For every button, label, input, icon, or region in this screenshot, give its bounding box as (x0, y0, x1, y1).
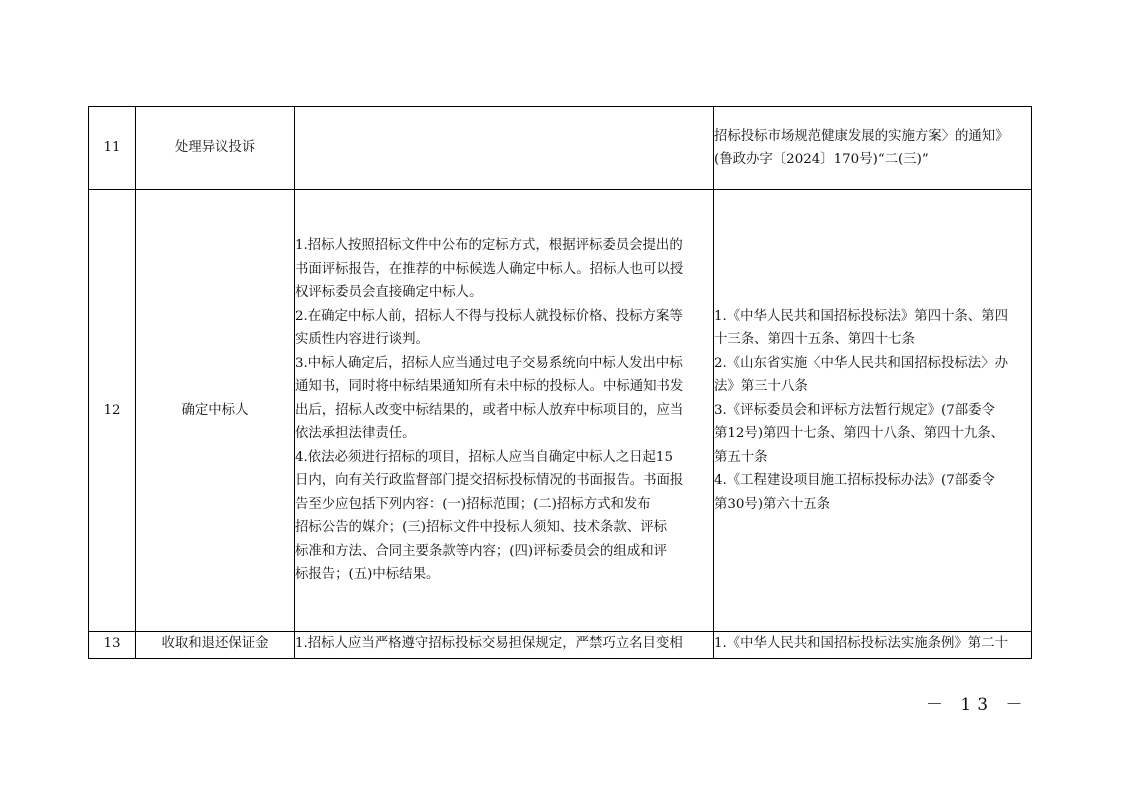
content-line: 通知书，同时将中标结果通知所有未中标的投标人。中标通知书发 (295, 379, 684, 395)
basis-line: 第30号)第六十五条 (714, 496, 830, 512)
item-name (136, 632, 295, 659)
content-line: 依法承担法律责任。 (295, 426, 416, 442)
content-line: 2.在确定中标人前，招标人不得与投标人就投标价格、投标方案等 (295, 308, 683, 324)
basis-line: 招标投标市场规范健康发展的实施方案〉的通知》 (714, 128, 1009, 144)
basis-line: 2.《山东省实施〈中华人民共和国招标投标法〉办 (714, 355, 1008, 371)
content-line: 权评标委员会直接确定中标人。 (295, 285, 483, 301)
content-line: 告至少应包括下列内容：(一)招标范围；(二)招标方式和发布 (295, 496, 651, 512)
table-row (89, 190, 1032, 632)
item-name-text: 收取和退还保证金 (161, 636, 269, 651)
item-name: 处理异议投诉 (136, 107, 295, 190)
basis-line: 1.《中华人民共和国招标投标法实施条例》第二十 (714, 636, 1008, 651)
content-line: 标准和方法、合同主要条款等内容；(四)评标委员会的组成和评 (295, 543, 667, 559)
item-content (295, 190, 714, 632)
page-number: － 13 － (926, 695, 1029, 715)
legal-basis (714, 190, 1032, 632)
content-line: 4.依法必须进行招标的项目，招标人应当自确定中标人之日起15 (295, 449, 673, 465)
content-line: 1.招标人按照招标文件中公布的定标方式，根据评标委员会提出的 (295, 238, 683, 254)
content-line: 实质性内容进行谈判。 (295, 332, 429, 348)
regulation-table (88, 106, 1032, 659)
row-number: 11 (89, 107, 136, 190)
table-row (89, 107, 1032, 190)
basis-line: 第五十条 (714, 449, 768, 465)
table-row (89, 632, 1032, 659)
content-line: 招标公告的媒介；(三)招标文件中投标人须知、技术条款、评标 (295, 520, 667, 536)
legal-basis (714, 107, 1032, 190)
item-name: 确定中标人 (136, 190, 295, 632)
basis-line: 第12号)第四十七条、第四十八条、第四十九条、 (714, 426, 1005, 442)
content-line: 日内，向有关行政监督部门提交招标投标情况的书面报告。书面报 (295, 473, 684, 489)
basis-line: 十三条、第四十五条、第四十七条 (714, 332, 915, 348)
basis-line: (鲁政办字〔2024〕170号)“二(三)” (714, 152, 929, 167)
row-number: 12 (89, 190, 136, 632)
legal-basis (714, 632, 1032, 659)
item-content (295, 107, 714, 190)
content-line: 1.招标人应当严格遵守招标投标交易担保规定，严禁巧立名目变相 (295, 636, 683, 651)
content-line: 标报告；(五)中标结果。 (295, 567, 440, 583)
row-number-text: 13 (103, 636, 121, 651)
content-line: 书面评标报告，在推荐的中标候选人确定中标人。招标人也可以授 (295, 261, 684, 277)
basis-line: 4.《工程建设项目施工招标投标办法》(7部委令 (714, 473, 995, 489)
row-number (89, 632, 136, 659)
basis-line: 3.《评标委员会和评标方法暂行规定》(7部委令 (714, 402, 995, 418)
content-line: 3.中标人确定后，招标人应当通过电子交易系统向中标人发出中标 (295, 355, 683, 371)
basis-line: 法》第三十八条 (714, 379, 808, 395)
item-content (295, 632, 714, 659)
basis-line: 1.《中华人民共和国招标投标法》第四十条、第四 (714, 308, 1008, 324)
content-line: 出后，招标人改变中标结果的，或者中标人放弃中标项目的，应当 (295, 402, 684, 418)
